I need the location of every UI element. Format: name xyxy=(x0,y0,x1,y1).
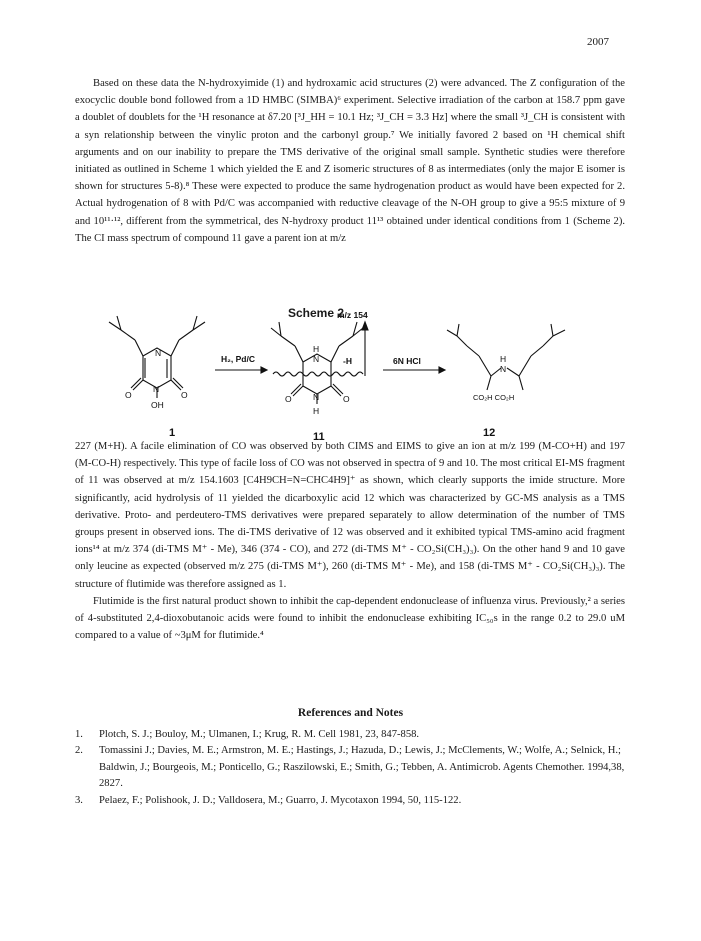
atom-o-11a: O xyxy=(285,394,292,404)
paragraph-3: Flutimide is the first natural product shown to inhibit the cap-dependent endonuclease of influenza virus. Previously,² a series of 4-substituted 2,4-dioxobutanoic acids were found to inhibit the endonuclease exhibiting IC₅₀s in the range 0.2 to 29.0 uM compared to a value of ~3μM for flutimide.⁴ xyxy=(75,595,625,642)
page-number: 2007 xyxy=(587,36,609,48)
atom-o-11b: O xyxy=(343,394,350,404)
reference-text: Tomassini J.; Davies, M. E.; Armstron, M. E.; Hastings, J.; Hazuda, D.; Lewis, J.; McClements, W.; Wolfe, A.; Selnick, H.; Baldwin, J.; Bourgeois, M.; Ponticello, G.; Raszilowski, E.; Smith, G.; Tebben, A. Antimicrob. Agents Chemother. 1994,38, 2827. xyxy=(99,745,625,790)
carboxylic-acid-labels: CO₂H CO₂H xyxy=(473,393,515,402)
atom-n-2: N xyxy=(153,384,160,394)
compound-label-11: 11 xyxy=(313,431,325,443)
references-heading: References and Notes xyxy=(297,707,404,719)
references-list xyxy=(75,727,625,809)
scheme-2-structures xyxy=(75,306,635,446)
compound-label-12: 12 xyxy=(483,427,496,439)
atom-n-1: N xyxy=(155,348,162,358)
reagent-hydrogenation: H₂, Pd/C xyxy=(221,354,255,364)
scheme-2-figure xyxy=(75,306,635,446)
paragraph-results-intro xyxy=(75,75,625,247)
atom-h-12: H xyxy=(500,354,507,364)
mz-154-label: m/z 154 xyxy=(337,310,368,320)
compound-label-1: 1 xyxy=(169,427,176,439)
reference-text: Pelaez, F.; Polishook, J. D.; Valldosera, M.; Guarro, J. Mycotaxon 1994, 50, 115-122. xyxy=(99,794,462,806)
reference-number: 1. xyxy=(75,729,83,740)
paragraph-2: 227 (M+H). A facile elimination of CO was observed by both CIMS and EIMS to give an ion at m/z 199 (M-CO+H) and 197 (M-CO-H) respectively. This type of facile loss of CO was not observed in spectra of 9 and 10. The most critical EI-MS fragment of 11 was observed at m/z 154.1603 [C4H9CH=N=CHC4H9]⁺ as shown, which clearly supports the imide structure. More significantly, acid hydrolysis of 11 yielded the dicarboxylic acid 12 which was characterized by GC-MS analysis as a TMS derivative. Proto- and perdeutero-TMS derivatives were prepared separately to allow determination of the number of TMS groups present in observed ions. The di-TMS derivative of 12 was observed and it exhibited typical TMS-amino acid fragment ions¹⁴ at m/z 374 (di-TMS M⁺ - Me), 346 (374 - CO), and 272 (di-TMS M⁺ - CO₂Si(CH₃)₃). On the other hand 9 and 10 gave only leucine as expected (observed m/z 275 (di-TMS M⁺), 260 (di-TMS M⁺ - Me), and 158 (di-TMS M⁺ - CO₂Si(CH₃)₃). The structure of flutimide was therefore assigned as 1. xyxy=(75,441,625,590)
minus-h-label: -H xyxy=(343,356,352,366)
reference-number: 3. xyxy=(75,794,83,806)
paragraph-1: Based on these data the N-hydroxyimide (1) and hydroxamic acid structures (2) were advanced. The Z configuration of the exocyclic double bond followed from a 1D HMBC (SIMBA)⁶ experiment. Selective irradiation of the carbon at 158.7 ppm gave a doublet of doublets for the ¹H resonance at δ7.20 [³J_HH = 10.1 Hz; ³J_CH = 3.3 Hz] where the small ³J_CH is consistent with a syn relationship between the vinylic proton and the carbonyl group.⁷ We initially favored 2 based on ¹H chemical shift arguments and on our inability to prepare the TMS derivative of the original small sample. Synthetic studies were therefore initiated as outlined in Scheme 1 which yielded the E and Z isomeric structures of 8 as intermediates (only the major E isomer is shown for structures 5-8).⁸ These were expected to produce the same hydrogenation product as would have been expected for 2. Actual hydrogenation of 8 with Pd/C was accompanied with reductive cleavage of the N-OH group to give a 95:5 mixture of 9 and 10¹¹·¹², different from the symmetrical, des N-hydroxy product 11¹³ obtained under identical conditions from 1 (Scheme 2). The CI mass spectrum of compound 11 gave a parent ion at m/z xyxy=(75,78,625,244)
atom-o-2: O xyxy=(181,390,188,400)
scheme-title: Scheme 2 xyxy=(288,306,345,320)
paragraph-results-ms xyxy=(75,438,625,644)
reference-item xyxy=(75,727,625,743)
reagent-hydrolysis: 6N HCl xyxy=(393,356,421,366)
atom-n-12: N xyxy=(500,364,507,374)
atom-o-1: O xyxy=(125,390,132,400)
atom-n-11b: N xyxy=(313,392,320,402)
atom-h-11b: H xyxy=(313,406,320,416)
reference-item xyxy=(75,743,625,792)
atom-oh: OH xyxy=(151,400,164,410)
reference-number: 2. xyxy=(75,745,83,757)
atom-n-11a: N xyxy=(313,354,320,364)
atom-h-11a: H xyxy=(313,344,320,354)
reference-item xyxy=(75,793,625,809)
reference-text: Plotch, S. J.; Bouloy, M.; Ulmanen, I.; Krug, R. M. Cell 1981, 23, 847-858. xyxy=(99,729,420,740)
